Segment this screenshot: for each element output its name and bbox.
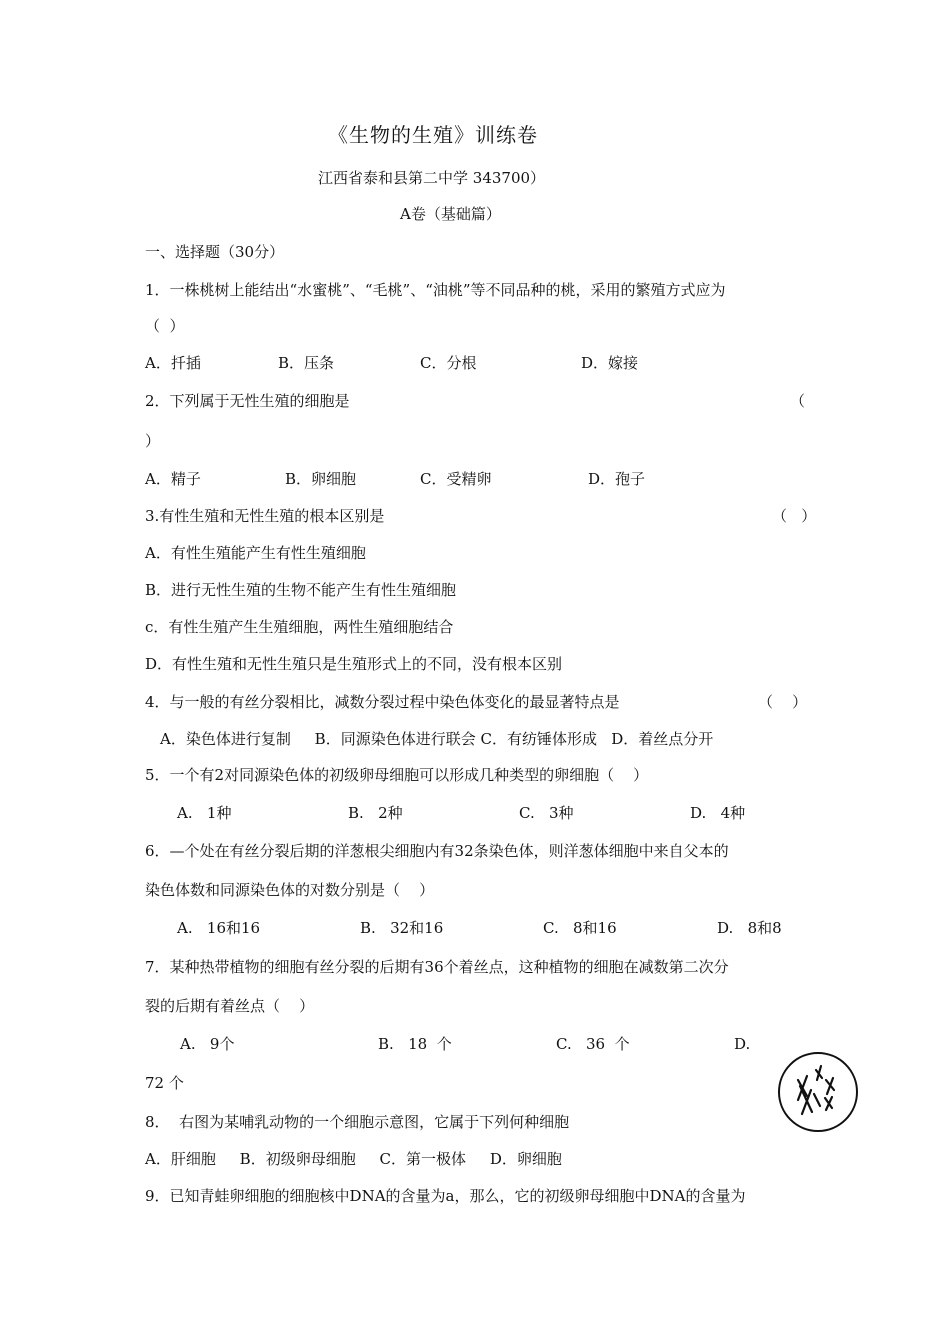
question-1-option-a: A．扦插 [145, 354, 201, 372]
question-7-option-b: B. 18 个 [378, 1035, 452, 1053]
question-5-option-c: C. 3种 [519, 804, 574, 822]
question-9-text: 9．已知青蛙卵细胞的细胞核中DNA的含量为a，那么，它的初级卵母细胞中DNA的含量为 [145, 1187, 746, 1205]
section-label: A卷（基础篇） [400, 205, 501, 223]
question-1-text: 1．一株桃树上能结出“水蜜桃”、“毛桃”、“油桃”等不同品种的桃，采用的繁殖方式应为 [145, 281, 726, 299]
question-7-option-d-value: 72 个 [145, 1074, 184, 1092]
question-3-paren: （ ） [772, 507, 817, 525]
question-8-options: A．肝细胞 B．初级卵母细胞 C．第一极体 D．卵细胞 [145, 1150, 562, 1168]
question-7-option-d: D. [734, 1035, 751, 1053]
question-2-text: 2．下列属于无性生殖的细胞是 [145, 392, 350, 410]
question-4-paren: （ ） [758, 693, 808, 711]
question-3-option-a: A．有性生殖能产生有性生殖细胞 [145, 544, 366, 562]
question-5-option-a: A. 1种 [177, 804, 232, 822]
question-5-option-b: B. 2种 [348, 804, 403, 822]
question-6-option-a: A. 16和16 [177, 919, 261, 937]
school-line: 江西省泰和县第二中学 343700） [318, 169, 546, 187]
question-6-option-c: C. 8和16 [543, 919, 617, 937]
question-1-option-d: D．嫁接 [581, 354, 639, 372]
question-2-paren-close: ） [145, 432, 161, 450]
question-1-option-b: B．压条 [278, 354, 335, 372]
question-2-option-d: D．孢子 [588, 470, 646, 488]
question-7-text-cont: 裂的后期有着丝点（ ） [145, 997, 315, 1015]
question-4-options: A．染色体进行复制 B．同源染色体进行联会 C．有纺锤体形成 D．着丝点分开 [160, 730, 714, 748]
question-6-option-d: D. 8和8 [717, 919, 782, 937]
question-3-option-c: c．有性生殖产生生殖细胞，两性生殖细胞结合 [145, 618, 454, 636]
part-heading: 一、选择题（30分） [145, 243, 285, 261]
question-5-option-d: D. 4种 [690, 804, 746, 822]
question-5-text: 5．一个有2对同源染色体的初级卵母细胞可以形成几种类型的卵细胞（ ） [145, 766, 649, 784]
question-6-option-b: B. 32和16 [360, 919, 444, 937]
cell-chromosome-diagram-icon [776, 1050, 862, 1136]
question-2-option-a: A．精子 [145, 470, 201, 488]
question-7-option-c: C. 36 个 [556, 1035, 630, 1053]
question-4-text: 4．与一般的有丝分裂相比，减数分裂过程中染色体变化的最显著特点是 [145, 693, 620, 711]
page-title: 《生物的生殖》训练卷 [328, 123, 538, 147]
question-6-text-cont: 染色体数和同源染色体的对数分别是（ ） [145, 881, 435, 899]
question-1-paren: （ ） [145, 317, 185, 335]
question-1-option-c: C．分根 [420, 354, 477, 372]
question-3-option-b: B．进行无性生殖的生物不能产生有性生殖细胞 [145, 581, 457, 599]
question-2-paren-open: （ [790, 392, 806, 410]
question-6-text: 6．—个处在有丝分裂后期的洋葱根尖细胞内有32条染色体，则洋葱体细胞中来自父本的 [145, 842, 729, 860]
question-3-option-d: D．有性生殖和无性生殖只是生殖形式上的不同，没有根本区别 [145, 655, 563, 673]
question-7-text: 7．某种热带植物的细胞有丝分裂的后期有36个着丝点，这种植物的细胞在减数第二次分 [145, 958, 729, 976]
question-2-option-b: B．卵细胞 [285, 470, 357, 488]
question-7-option-a: A. 9个 [180, 1035, 235, 1053]
question-3-text: 3.有性生殖和无性生殖的根本区别是 [145, 507, 385, 525]
question-2-option-c: C．受精卵 [420, 470, 492, 488]
question-8-text: 8． 右图为某哺乳动物的一个细胞示意图，它属于下列何种细胞 [145, 1113, 570, 1131]
